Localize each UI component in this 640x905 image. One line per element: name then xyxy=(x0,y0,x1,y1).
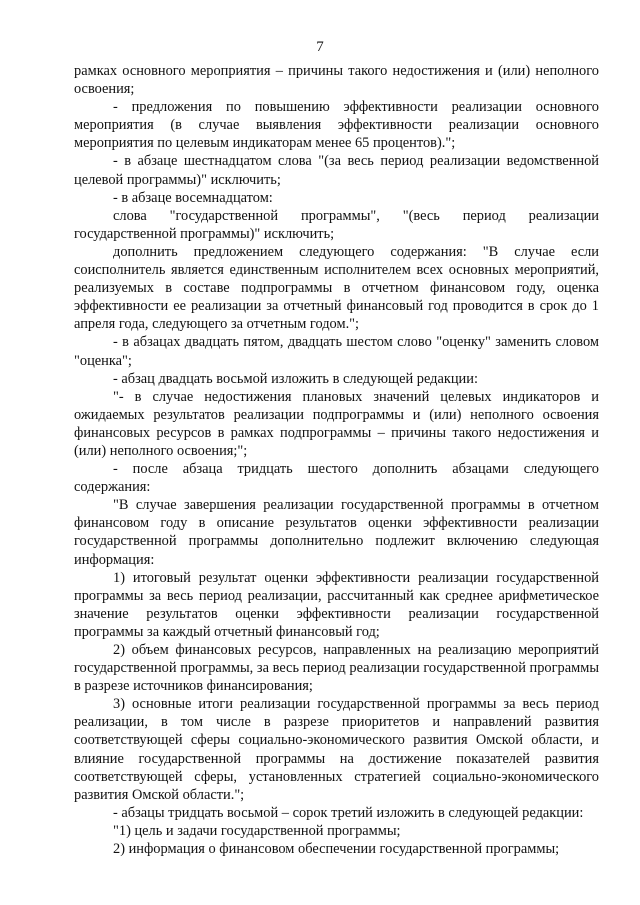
paragraph: - абзацы тридцать восьмой – сорок третий изложить в следующей редакции: xyxy=(113,804,584,821)
paragraph: рамках основного мероприятия – причины такого недостижения и (или) неполного освоения; xyxy=(74,63,599,98)
paragraph: - в абзацах двадцать пятом, двадцать шестом слово "оценку" заменить словом "оценка"; xyxy=(74,334,599,369)
paragraph: 3) основные итоги реализации государственной программы за весь период реализации, в том числе в разрезе приоритетов и направлений развития соответствующей сферы социально-экономического развития Омской области, и влияние государственной программы на достижение показателей развития соответствующей сферы, установленных стратегией социально-экономического развития Омской области."; xyxy=(74,696,599,803)
paragraph: "В случае завершения реализации государственной программы в отчетном финансовом году в описание результатов оценки эффективности реализации государственной программы дополнительно подлежит включению следующая информация: xyxy=(74,497,599,568)
paragraph: дополнить предложением следующего содержания: "В случае если соисполнитель является единственным исполнителем всех основных мероприятий, реализуемых в составе подпрограммы в отчетном финансовом году, оценка эффективности ее реализации за отчетный финансовый год проводится в срок до 1 апреля года, следующего за отчетным годом."; xyxy=(74,243,599,333)
paragraph: - после абзаца тридцать шестого дополнить абзацами следующего содержания: xyxy=(74,461,599,496)
paragraph: слова "государственной программы", "(весь период реализации государственной программы)" исключить; xyxy=(74,207,599,242)
paragraph: - абзац двадцать восьмой изложить в следующей редакции: xyxy=(113,370,478,387)
paragraph: "- в случае недостижения плановых значений целевых индикаторов и ожидаемых результатов реализации подпрограммы и (или) неполного освоения финансовых ресурсов в рамках подпрограммы – причины такого недостижения и (или) неполного освоения;"; xyxy=(74,388,599,459)
paragraph: 2) объем финансовых ресурсов, направленных на реализацию мероприятий государственной программы, за весь период реализации государственной программы в разрезе источников финансирования; xyxy=(74,642,599,695)
paragraph: 2) информация о финансовом обеспечении государственной программы; xyxy=(113,841,560,858)
paragraph: "1) цель и задачи государственной программы; xyxy=(113,822,401,839)
paragraph: 1) итоговый результат оценки эффективности реализации государственной программы за весь период реализации, рассчитанный как среднее арифметическое значение результатов оценки эффективности реализации государственной программы за каждый отчетный финансовый год; xyxy=(74,569,599,640)
page-number: 7 xyxy=(316,39,324,55)
paragraph: - в абзаце восемнадцатом: xyxy=(113,189,273,206)
document-body xyxy=(74,62,599,858)
paragraph: - предложения по повышению эффективности реализации основного мероприятия (в случае выявления эффективности реализации основного мероприятия по целевым индикаторам менее 65 процентов)."; xyxy=(74,99,599,152)
paragraph: - в абзаце шестнадцатом слова "(за весь период реализации ведомственной целевой программы)" исключить; xyxy=(74,153,599,188)
